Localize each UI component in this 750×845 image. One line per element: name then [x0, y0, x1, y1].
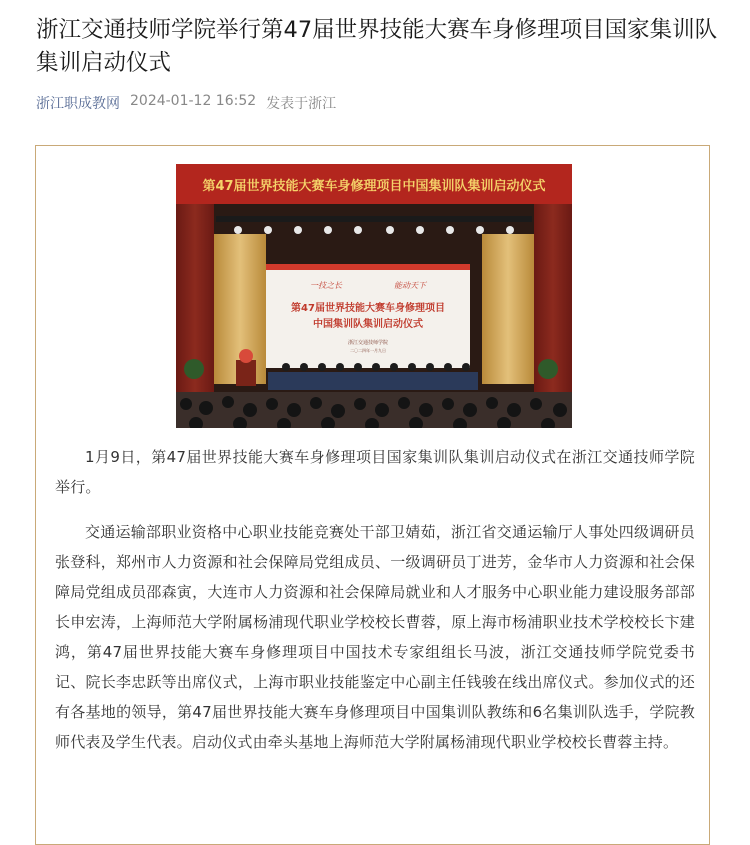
article-title: 浙江交通技师学院举行第47届世界技能大赛车身修理项目国家集训队集训启动仪式 [36, 17, 718, 76]
screen-slogan-left: 一技之长 [310, 281, 342, 290]
screen-host-line1: 浙江交通技师学院 [347, 340, 389, 346]
ceremony-photo-illustration [176, 164, 572, 428]
paragraph-1: 1月9日，第47届世界技能大赛车身修理项目国家集训队集训启动仪式在浙江交通技师学院举行。 [55, 448, 695, 496]
account-name-link[interactable]: 浙江职成教网 [36, 96, 120, 112]
publish-time: 2024-01-12 16:52 [130, 93, 257, 109]
screen-title-line1: 第47届世界技能大赛车身修理项目 [291, 303, 445, 314]
plant-left [184, 359, 204, 379]
article-meta [36, 93, 336, 113]
plant-right [538, 359, 558, 379]
flower-arrangement [239, 349, 253, 363]
screen-slogan-right: 能动天下 [394, 281, 426, 290]
stage-table [268, 372, 478, 390]
top-banner-text: 第47届世界技能大赛车身修理项目中国集训队集训启动仪式 [202, 179, 546, 194]
publish-location: 发表于浙江 [266, 96, 337, 112]
right-gold-drape [482, 234, 534, 384]
article-content-frame [35, 145, 710, 845]
ceremony-photo[interactable] [176, 164, 572, 428]
screen-title-line2: 中国集训队集训启动仪式 [313, 319, 423, 330]
podium [236, 360, 256, 386]
paragraph-2: 交通运输部职业资格中心职业技能竞赛处干部卫婧茹，浙江省交通运输厅人事处四级调研员张登科，郑州市人力资源和社会保障局党组成员、一级调研员丁进芳，金华市人力资源和社会保障局党组成员邵森寅，大连市人力资源和社会保障局就业和人才服务中心职业能力建设服务部部长申宏涛，上海师范大学附属杨浦现代职业学校校长曹蓉，原上海市杨浦职业技术学校校长卞建鸿，第47届世界技能大赛车身修理项目中国技术专家组组长马波，浙江交通技师学院党委书记、院长李忠跃等出席仪式，上海市职业技能鉴定中心副主任钱骏在线出席仪式。参加仪式的还有各基地的领导，第47届世界技能大赛车身修理项目中国集训队教练和6名集训队选手，学院教师代表及学生代表。启动仪式由牵头基地上海师范大学附属杨浦现代职业学校校长曹蓉主持。 [55, 523, 695, 751]
screen-host-line2: 二〇二四年一月九日 [350, 348, 386, 353]
